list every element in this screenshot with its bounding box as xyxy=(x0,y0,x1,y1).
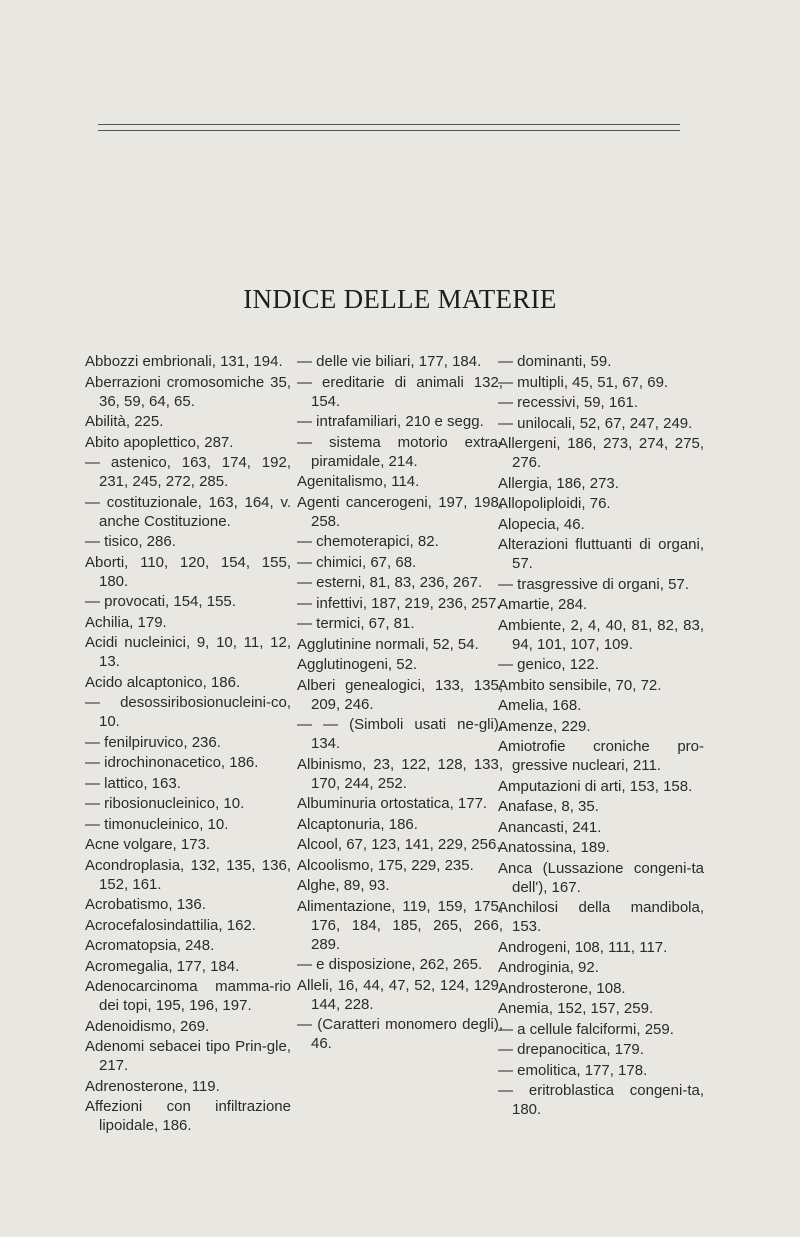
index-entry: Aberrazioni cromosomiche 35, 36, 59, 64, 65. xyxy=(85,373,291,410)
index-entry: — trasgressive di organi, 57. xyxy=(498,575,689,593)
index-entry: — provocati, 154, 155. xyxy=(85,593,236,610)
index-entry: Acromatopsia, 248. xyxy=(85,937,215,954)
index-entry: — genico, 122. xyxy=(498,656,599,673)
index-entry: Anafase, 8, 35. xyxy=(498,798,599,815)
index-entry: — unilocali, 52, 67, 247, 249. xyxy=(498,414,693,432)
index-entry: Anancasti, 241. xyxy=(498,818,602,836)
index-entry: — idrochinonacetico, 186. xyxy=(85,754,259,771)
index-entry: — e disposizione, 262, 265. xyxy=(297,956,483,973)
index-column-1 xyxy=(85,352,291,1137)
index-entry: — ribosionucleinico, 10. xyxy=(85,795,245,812)
top-rule-second xyxy=(98,130,680,131)
index-entry: — a cellule falciformi, 259. xyxy=(498,1020,674,1038)
index-entry: — drepanocitica, 179. xyxy=(498,1041,644,1058)
index-entry: — astenico, 163, 174, 192, 231, 245, 272, 285. xyxy=(85,454,291,490)
index-entry: — costituzionale, 163, 164, v. anche Costituzione. xyxy=(85,493,291,530)
index-entry: — delle vie biliari, 177, 184. xyxy=(297,353,482,370)
index-entry: — sistema motorio extra-piramidale, 214. xyxy=(297,433,503,470)
index-entry: Androgeni, 108, 111, 117. xyxy=(498,938,668,956)
index-entry: Amenze, 229. xyxy=(498,717,591,735)
index-entry: — chimici, 67, 68. xyxy=(297,553,417,571)
index-entry: Achilia, 179. xyxy=(85,613,167,631)
index-entry: Anchilosi della mandibola, 153. xyxy=(498,899,704,935)
index-entry: — eritroblastica congeni-ta, 180. xyxy=(498,1082,704,1118)
index-entry: Abito apoplettico, 287. xyxy=(85,433,234,451)
index-entry: Agglutinine normali, 52, 54. xyxy=(297,635,479,653)
index-entry: Alberi genealogici, 133, 135, 209, 246. xyxy=(297,676,503,713)
index-entry: Ambiente, 2, 4, 40, 81, 82, 83, 94, 101, 107, 109. xyxy=(498,616,704,653)
index-entry: Abbozzi embrionali, 131, 194. xyxy=(85,353,283,370)
index-entry: Abilità, 225. xyxy=(85,413,164,430)
index-entry: — (Caratteri monomero degli), 46. xyxy=(297,1016,503,1052)
index-entry: Acrocefalosindattilia, 162. xyxy=(85,916,256,934)
top-rule xyxy=(98,124,680,125)
index-entry: Androginia, 92. xyxy=(498,959,599,976)
index-entry: Alimentazione, 119, 159, 175, 176, 184, 185, 265, 266, 289. xyxy=(297,897,503,953)
index-entry: Allergeni, 186, 273, 274, 275, 276. xyxy=(498,435,704,471)
index-entry: — ereditarie di animali 132, 154. xyxy=(297,373,503,410)
index-entry: Acne volgare, 173. xyxy=(85,836,211,853)
index-entry: Acidi nucleinici, 9, 10, 11, 12, 13. xyxy=(85,634,291,670)
index-entry: — termici, 67, 81. xyxy=(297,615,415,632)
index-entry: — emolitica, 177, 178. xyxy=(498,1061,648,1079)
index-entry: — multipli, 45, 51, 67, 69. xyxy=(498,373,669,391)
index-entry: Adenoidismo, 269. xyxy=(85,1017,210,1035)
index-entry: — chemoterapici, 82. xyxy=(297,533,439,550)
index-entry: — timonucleinico, 10. xyxy=(85,815,229,833)
index-entry: Amiotrofie croniche pro-gressive nucleari, 211. xyxy=(498,738,704,774)
index-entry: Adrenosterone, 119. xyxy=(85,1077,220,1095)
index-entry: Acondroplasia, 132, 135, 136, 152, 161. xyxy=(85,856,291,893)
index-entry: Agglutinogeni, 52. xyxy=(297,656,418,673)
index-column-2 xyxy=(297,352,503,1055)
index-entry: Alcoolismo, 175, 229, 235. xyxy=(297,856,474,874)
index-entry: Anatossina, 189. xyxy=(498,839,610,856)
index-entry: Allopoliploidi, 76. xyxy=(498,495,611,512)
index-entry: Adenomi sebacei tipo Prin-gle, 217. xyxy=(85,1038,291,1074)
index-entry: Amartie, 284. xyxy=(498,596,588,613)
index-entry: Alleli, 16, 44, 47, 52, 124, 129, 144, 228. xyxy=(297,976,503,1013)
index-entry: Anemia, 152, 157, 259. xyxy=(498,1000,654,1017)
index-entry: Alterazioni fluttuanti di organi, 57. xyxy=(498,536,704,572)
index-entry: Adenocarcinoma mamma-rio dei topi, 195, 196, 197. xyxy=(85,978,291,1014)
index-entry: — infettivi, 187, 219, 236, 257. xyxy=(297,594,501,612)
index-entry: Acrobatismo, 136. xyxy=(85,896,206,913)
index-entry: Affezioni con infiltrazione lipoidale, 186. xyxy=(85,1098,291,1134)
index-entry: Acromegalia, 177, 184. xyxy=(85,957,240,975)
index-entry: Amputazioni di arti, 153, 158. xyxy=(498,777,693,795)
index-entry: Agenti cancerogeni, 197, 198, 258. xyxy=(297,493,503,530)
index-entry: Albuminuria ortostatica, 177. xyxy=(297,795,488,812)
index-entry: Anca (Lussazione congeni-ta dell'), 167. xyxy=(498,859,704,896)
index-entry: Agenitalismo, 114. xyxy=(297,473,420,490)
index-entry: Amelia, 168. xyxy=(498,697,582,714)
index-entry: — tisico, 286. xyxy=(85,533,176,550)
index-entry: — fenilpiruvico, 236. xyxy=(85,733,221,751)
index-entry: — esterni, 81, 83, 236, 267. xyxy=(297,574,483,591)
index-column-3 xyxy=(498,352,704,1121)
index-entry: Allergia, 186, 273. xyxy=(498,474,619,492)
index-entry: — dominanti, 59. xyxy=(498,353,612,370)
index-entry: Alghe, 89, 93. xyxy=(297,877,390,894)
index-entry: — — (Simboli usati ne-gli), 134. xyxy=(297,716,503,752)
index-entry: Androsterone, 108. xyxy=(498,979,626,997)
index-entry: Albinismo, 23, 122, 128, 133, 170, 244, 252. xyxy=(297,755,503,792)
page-title: INDICE DELLE MATERIE xyxy=(243,284,557,314)
index-entry: Acido alcaptonico, 186. xyxy=(85,673,241,691)
index-entry: — recessivi, 59, 161. xyxy=(498,394,639,411)
index-entry: Alcaptonuria, 186. xyxy=(297,815,418,833)
index-entry: — desossiribosionucleini-co, 10. xyxy=(85,694,291,730)
index-entry: — lattico, 163. xyxy=(85,774,181,792)
index-entry: — intrafamiliari, 210 e segg. xyxy=(297,413,484,430)
index-entry: Aborti, 110, 120, 154, 155, 180. xyxy=(85,553,291,590)
index-entry: Ambito sensibile, 70, 72. xyxy=(498,676,662,694)
index-entry: Alopecia, 46. xyxy=(498,515,585,533)
index-entry: Alcool, 67, 123, 141, 229, 256. xyxy=(297,836,501,853)
